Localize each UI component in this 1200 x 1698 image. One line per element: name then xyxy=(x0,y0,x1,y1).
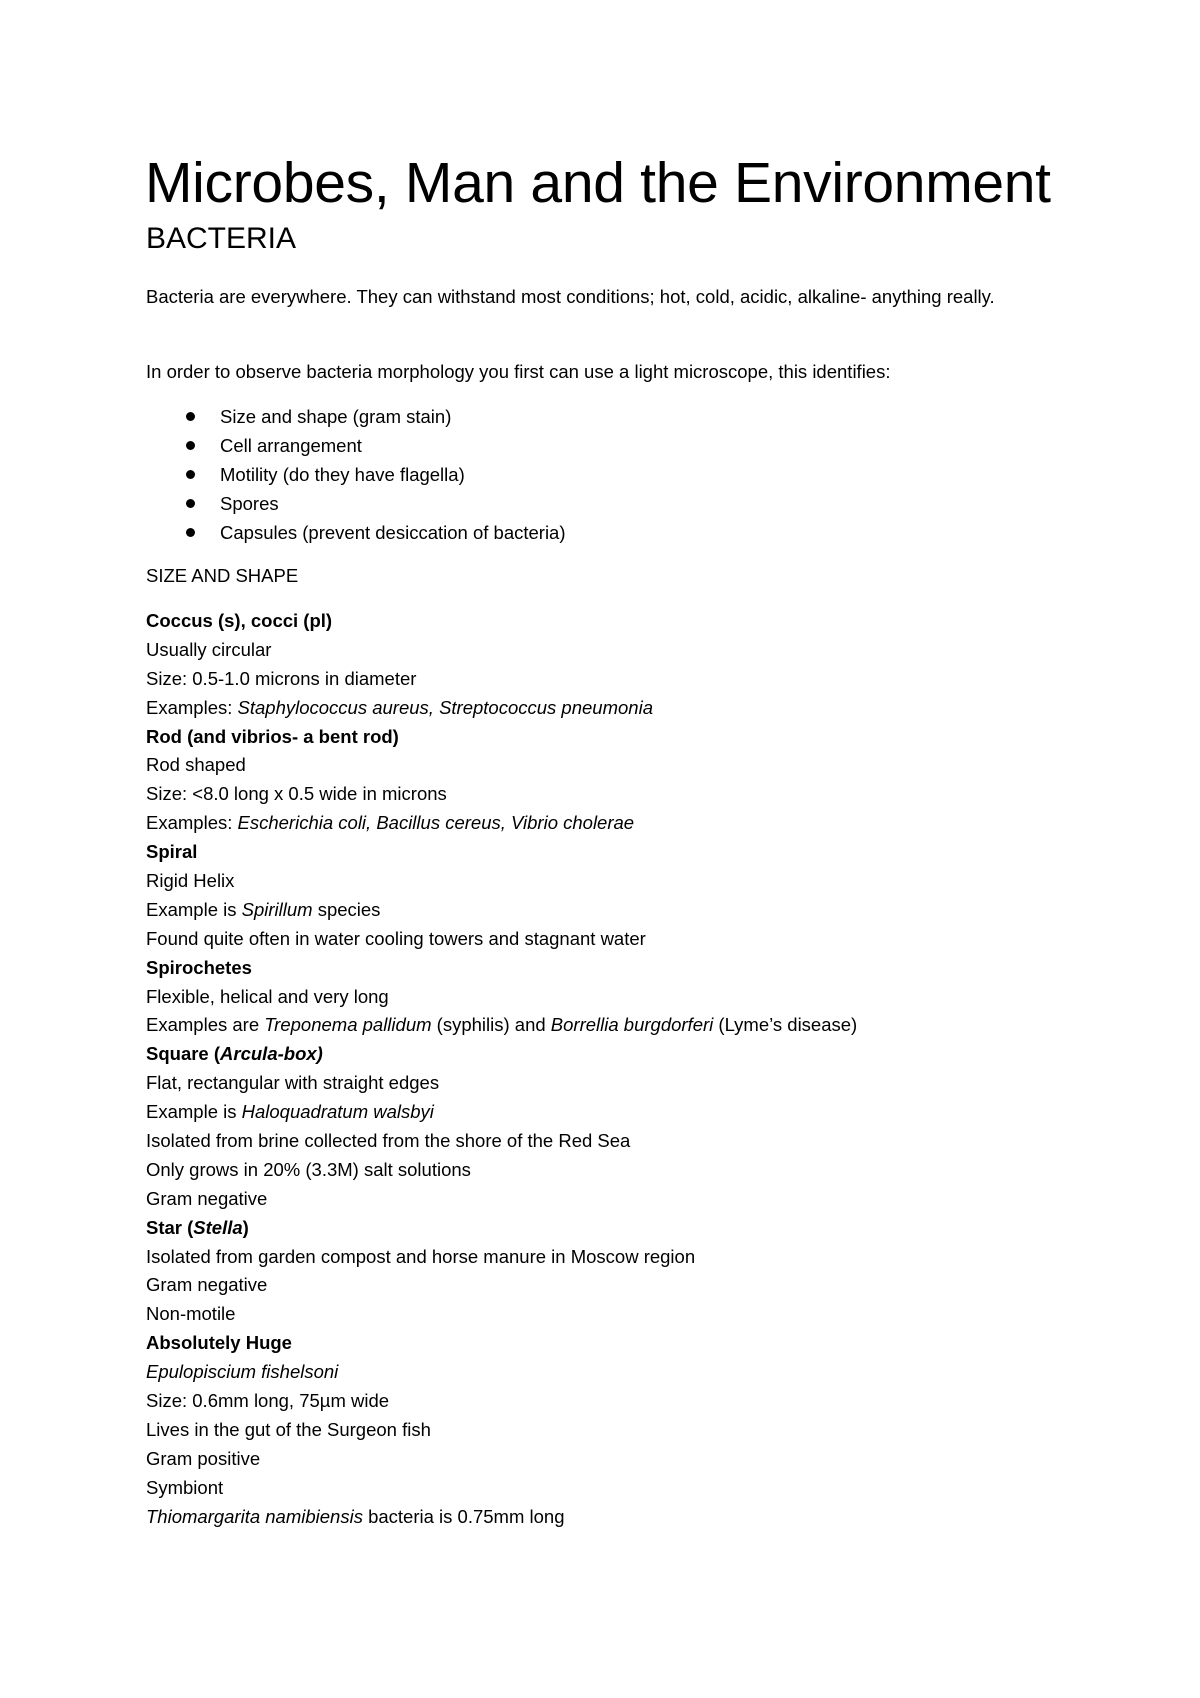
shape-heading xyxy=(146,838,857,867)
shape-detail-line xyxy=(146,1156,857,1185)
line-text: Examples are xyxy=(146,1014,265,1036)
line-text: Star ( xyxy=(146,1216,194,1238)
line-text: Rod (and vibrios- a bent rod) xyxy=(146,725,399,747)
shape-detail-line xyxy=(146,867,857,896)
shape-detail-line xyxy=(146,1069,857,1098)
shape-detail-line xyxy=(146,780,857,809)
bullet-icon xyxy=(186,470,195,479)
list-item-text: Size and shape (gram stain) xyxy=(220,406,452,427)
intro-paragraph: Bacteria are everywhere. They can withstand most conditions; hot, cold, acidic, alkaline- anything really. xyxy=(146,286,995,307)
line-text: Spiral xyxy=(146,841,198,863)
shape-detail-line xyxy=(146,1445,857,1474)
list-item xyxy=(146,518,566,547)
line-text: Flexible, helical and very long xyxy=(146,985,389,1007)
shape-heading xyxy=(146,1040,857,1069)
shape-heading xyxy=(146,607,857,636)
shape-detail-line xyxy=(146,1358,857,1387)
shape-detail-line xyxy=(146,983,857,1012)
shape-descriptions xyxy=(146,607,857,1532)
list-item-text: Capsules (prevent desiccation of bacteria) xyxy=(220,522,566,543)
bullet-icon xyxy=(186,441,195,450)
document-subtitle: BACTERIA xyxy=(146,222,297,255)
shape-detail-line xyxy=(146,1503,857,1532)
line-text: Non-motile xyxy=(146,1303,236,1325)
species-name: Staphylococcus aureus, Streptococcus pneumonia xyxy=(237,696,653,718)
line-text: Isolated from brine collected from the shore of the Red Sea xyxy=(146,1130,631,1152)
line-text: ) xyxy=(242,1216,249,1238)
list-item xyxy=(146,489,566,518)
shape-detail-line xyxy=(146,1474,857,1503)
shape-detail-line xyxy=(146,1271,857,1300)
line-text: Flat, rectangular with straight edges xyxy=(146,1072,440,1094)
line-text: Isolated from garden compost and horse manure in Moscow region xyxy=(146,1245,696,1267)
shape-detail-line xyxy=(146,1011,857,1040)
species-name: Stella xyxy=(193,1216,243,1238)
shape-detail-line xyxy=(146,1300,857,1329)
shape-detail-line xyxy=(146,809,857,838)
shape-detail-line xyxy=(146,1416,857,1445)
bullet-icon xyxy=(186,412,195,421)
line-text: Symbiont xyxy=(146,1476,224,1498)
species-name: Treponema pallidum xyxy=(264,1014,432,1036)
shape-detail-line xyxy=(146,636,857,665)
list-item-text: Cell arrangement xyxy=(220,435,362,456)
species-name: Haloquadratum walsbyi xyxy=(241,1101,434,1123)
line-text: Gram negative xyxy=(146,1274,268,1296)
species-name: Escherichia coli, Bacillus cereus, Vibrio cholerae xyxy=(237,812,635,834)
shape-heading xyxy=(146,1214,857,1243)
line-text: Gram positive xyxy=(146,1447,261,1469)
line-text: Size: 0.5-1.0 microns in diameter xyxy=(146,667,417,689)
species-name: Spirillum xyxy=(241,898,313,920)
document-title: Microbes, Man and the Environment xyxy=(145,151,1051,215)
shape-heading xyxy=(146,1329,857,1358)
shape-detail-line xyxy=(146,1387,857,1416)
shape-detail-line xyxy=(146,694,857,723)
line-text: Absolutely Huge xyxy=(146,1332,292,1354)
line-text: Only grows in 20% (3.3M) salt solutions xyxy=(146,1158,471,1180)
section-heading: SIZE AND SHAPE xyxy=(146,565,299,586)
line-text: Size: <8.0 long x 0.5 wide in microns xyxy=(146,783,447,805)
line-text: Coccus (s), cocci (pl) xyxy=(146,610,333,631)
line-text: Gram negative xyxy=(146,1187,268,1209)
line-text: Rigid Helix xyxy=(146,870,235,892)
line-text: Usually circular xyxy=(146,638,272,660)
shape-heading xyxy=(146,954,857,983)
shape-detail-line xyxy=(146,1185,857,1214)
list-item xyxy=(146,431,566,460)
line-text: Examples: xyxy=(146,696,238,718)
bullet-icon xyxy=(186,499,195,508)
list-item-text: Spores xyxy=(220,493,279,514)
line-text: Example is xyxy=(146,1101,242,1123)
line-text: Square ( xyxy=(146,1043,221,1065)
shape-heading xyxy=(146,723,857,752)
shape-detail-line xyxy=(146,1243,857,1272)
shape-detail-line xyxy=(146,665,857,694)
line-text: Found quite often in water cooling towers and stagnant water xyxy=(146,927,646,949)
shape-detail-line xyxy=(146,1098,857,1127)
shape-detail-line xyxy=(146,751,857,780)
list-item xyxy=(146,460,566,489)
list-item xyxy=(146,402,566,431)
line-text: Rod shaped xyxy=(146,754,246,776)
line-text: Example is xyxy=(146,898,242,920)
species-name: Epulopiscium fishelsoni xyxy=(146,1361,339,1383)
shape-detail-line xyxy=(146,896,857,925)
line-text: Lives in the gut of the Surgeon fish xyxy=(146,1418,431,1440)
bullet-icon xyxy=(186,528,195,537)
line-text: bacteria is 0.75mm long xyxy=(362,1505,565,1527)
species-name: Borrellia burgdorferi xyxy=(550,1014,714,1036)
line-text: species xyxy=(312,898,381,920)
species-name: Thiomargarita namibiensis xyxy=(146,1505,363,1527)
line-text: (Lyme’s disease) xyxy=(713,1014,858,1036)
species-name: Arcula-box) xyxy=(220,1043,323,1065)
line-text: Spirochetes xyxy=(146,956,252,978)
observe-paragraph: In order to observe bacteria morphology you first can use a light microscope, this identifies: xyxy=(146,361,891,382)
shape-detail-line xyxy=(146,1127,857,1156)
identifies-list xyxy=(146,402,566,547)
list-item-text: Motility (do they have flagella) xyxy=(220,464,465,485)
shape-detail-line xyxy=(146,925,857,954)
line-text: (syphilis) and xyxy=(431,1014,551,1036)
line-text: Size: 0.6mm long, 75µm wide xyxy=(146,1390,390,1412)
line-text: Examples: xyxy=(146,812,238,834)
